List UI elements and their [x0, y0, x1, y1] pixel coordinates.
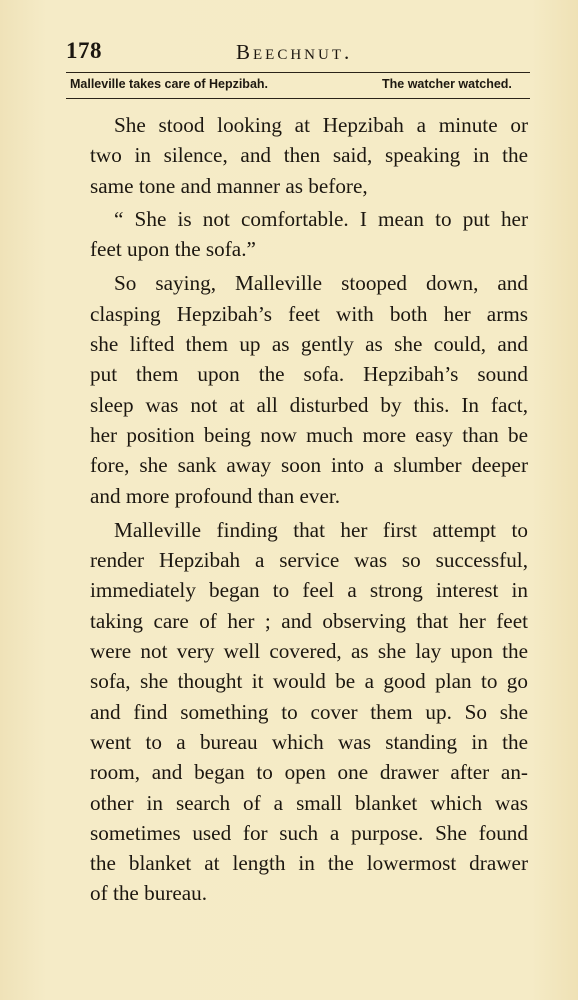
text-line: sofa, she thought it would be a good plan to go — [90, 669, 528, 694]
text-line: put them upon the sofa. Hepzibah’s sound — [90, 362, 528, 387]
text-line: sometimes used for such a purpose. She found — [90, 820, 528, 845]
paragraph — [66, 515, 528, 909]
text-line: of the bureau. — [90, 881, 208, 906]
header-rule-bottom — [66, 98, 530, 99]
text-line: feet upon the sofa.” — [90, 237, 256, 262]
text-line: two in silence, and then said, speaking in the — [90, 143, 528, 168]
running-head — [66, 36, 530, 66]
text-line: her position being now much more easy than be — [90, 422, 528, 447]
text-line: “ She is not comfortable. I mean to put her — [114, 206, 528, 231]
text-line: and find something to cover them up. So she — [90, 699, 528, 724]
marginal-note-left: Malleville takes care of Hepzibah. — [70, 77, 268, 91]
paragraph — [66, 268, 528, 510]
text-line: room, and began to open one drawer after an- — [90, 760, 528, 785]
text-line: other in search of a small blanket which was — [90, 790, 528, 815]
text-line: and more profound than ever. — [90, 483, 341, 508]
text-line: render Hepzibah a service was so successful, — [90, 548, 528, 573]
text-line: the blanket at length in the lowermost drawer — [90, 851, 528, 876]
header-rule-top — [66, 72, 530, 73]
text-line: clasping Hepzibah’s feet with both her arms — [90, 301, 528, 326]
text-line: immediately began to feel a strong interest in — [90, 578, 528, 603]
text-line: were not very well covered, as she lay upon the — [90, 639, 528, 664]
book-title: Beechnut. — [236, 40, 353, 64]
text-line: sleep was not at all disturbed by this. In fact, — [90, 392, 528, 417]
text-line: she lifted them up as gently as she could, and — [90, 332, 528, 357]
body-text — [66, 110, 528, 919]
text-line: same tone and manner as before, — [90, 173, 368, 198]
page-number: 178 — [66, 38, 102, 63]
text-line: Malleville finding that her first attempt to — [114, 517, 528, 542]
paragraph — [66, 204, 528, 265]
text-line: fore, she sank away soon into a slumber deeper — [90, 453, 528, 478]
paragraph — [66, 110, 528, 201]
text-line: She stood looking at Hepzibah a minute or — [114, 113, 528, 137]
marginal-note-right: The watcher watched. — [382, 77, 512, 91]
text-line: went to a bureau which was standing in the — [90, 729, 528, 754]
text-line: taking care of her ; and observing that her feet — [90, 608, 528, 633]
text-line: So saying, Malleville stooped down, and — [114, 271, 528, 296]
